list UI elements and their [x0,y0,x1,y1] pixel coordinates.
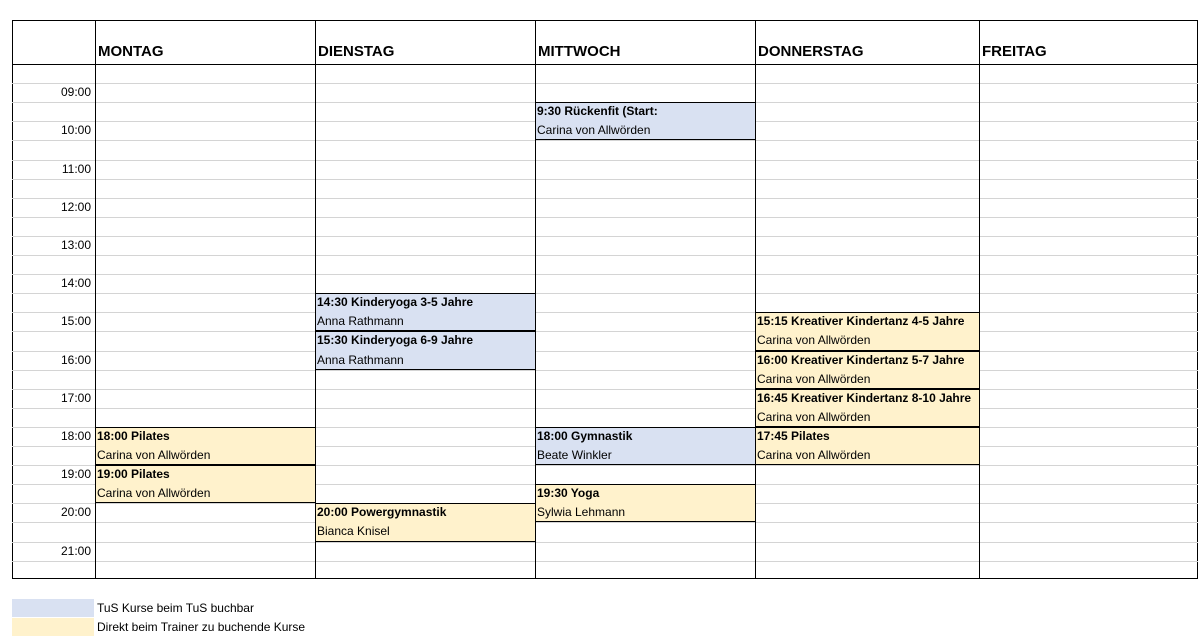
course-trainer: Carina von Allwörden [97,486,211,500]
column-separator [755,20,756,579]
course-title: 18:00 Pilates [97,429,170,443]
column-separator [315,20,316,579]
course-trainer: Sylwia Lehmann [537,505,626,519]
time-label: 16:00 [60,353,91,367]
time-label: 15:00 [60,314,91,328]
day-header-donnerstag: DONNERSTAG [758,43,864,60]
course-trainer: Carina von Allwörden [97,448,211,462]
time-label: 11:00 [61,162,91,176]
legend-swatch [12,599,94,617]
time-label: 21:00 [60,544,91,558]
time-label: 20:00 [60,505,91,519]
grid-line [12,522,1198,523]
time-label: 19:00 [60,467,91,481]
legend-label: Direkt beim Trainer zu buchende Kurse [97,620,306,634]
course-trainer: Anna Rathmann [317,353,404,367]
time-label: 13:00 [60,238,91,252]
course-trainer: Bianca Knisel [317,524,390,538]
course-trainer: Carina von Allwörden [757,333,871,347]
course-title: 17:45 Pilates [757,429,830,443]
day-header-dienstag: DIENSTAG [318,43,395,60]
grid-line [12,140,1198,141]
grid-line [12,542,1198,543]
grid-line [12,561,1198,562]
column-separator [979,20,980,579]
time-label: 14:00 [60,276,91,290]
legend-swatch [12,618,94,636]
course-title: 16:45 Kreativer Kindertanz 8-10 Jahre [757,391,972,405]
course-title: 18:00 Gymnastik [537,429,633,443]
grid-line [12,331,1198,332]
course-trainer: Carina von Allwörden [757,448,871,462]
grid-line [12,389,1198,390]
header-divider [12,64,1198,65]
course-title: 20:00 Powergymnastik [317,505,447,519]
column-separator [95,20,96,579]
course-trainer: Carina von Allwörden [757,410,871,424]
course-title: 9:30 Rückenfit (Start: [537,104,658,118]
time-label: 10:00 [60,123,91,137]
course-title: 15:15 Kreativer Kindertanz 4-5 Jahre [757,314,965,328]
grid-line [12,255,1198,256]
legend-label: TuS Kurse beim TuS buchbar [97,601,254,615]
course-title: 15:30 Kinderyoga 6-9 Jahre [317,333,474,347]
grid-line [12,198,1198,199]
grid-line [12,351,1198,352]
grid-line [12,236,1198,237]
course-title: 19:00 Pilates [97,467,170,481]
grid-line [12,408,1198,409]
time-label: 17:00 [60,391,91,405]
course-title: 16:00 Kreativer Kindertanz 5-7 Jahre [757,353,965,367]
day-header-mittwoch: MITTWOCH [538,43,621,60]
grid-line [12,160,1198,161]
grid-line [12,83,1198,84]
course-title: 14:30 Kinderyoga 3-5 Jahre [317,295,474,309]
grid-line [12,179,1198,180]
time-label: 18:00 [60,429,91,443]
course-trainer: Carina von Allwörden [537,123,651,137]
time-label: 09:00 [60,85,91,99]
grid-line [12,312,1198,313]
course-trainer: Carina von Allwörden [757,372,871,386]
grid-line [12,217,1198,218]
day-header-montag: MONTAG [98,43,164,60]
grid-line [12,274,1198,275]
course-trainer: Beate Winkler [537,448,612,462]
course-trainer: Anna Rathmann [317,314,404,328]
time-label: 12:00 [60,200,91,214]
day-header-freitag: FREITAG [982,43,1047,60]
grid-line [12,370,1198,371]
grid-line [12,293,1198,294]
column-separator [535,20,536,579]
course-title: 19:30 Yoga [537,486,600,500]
